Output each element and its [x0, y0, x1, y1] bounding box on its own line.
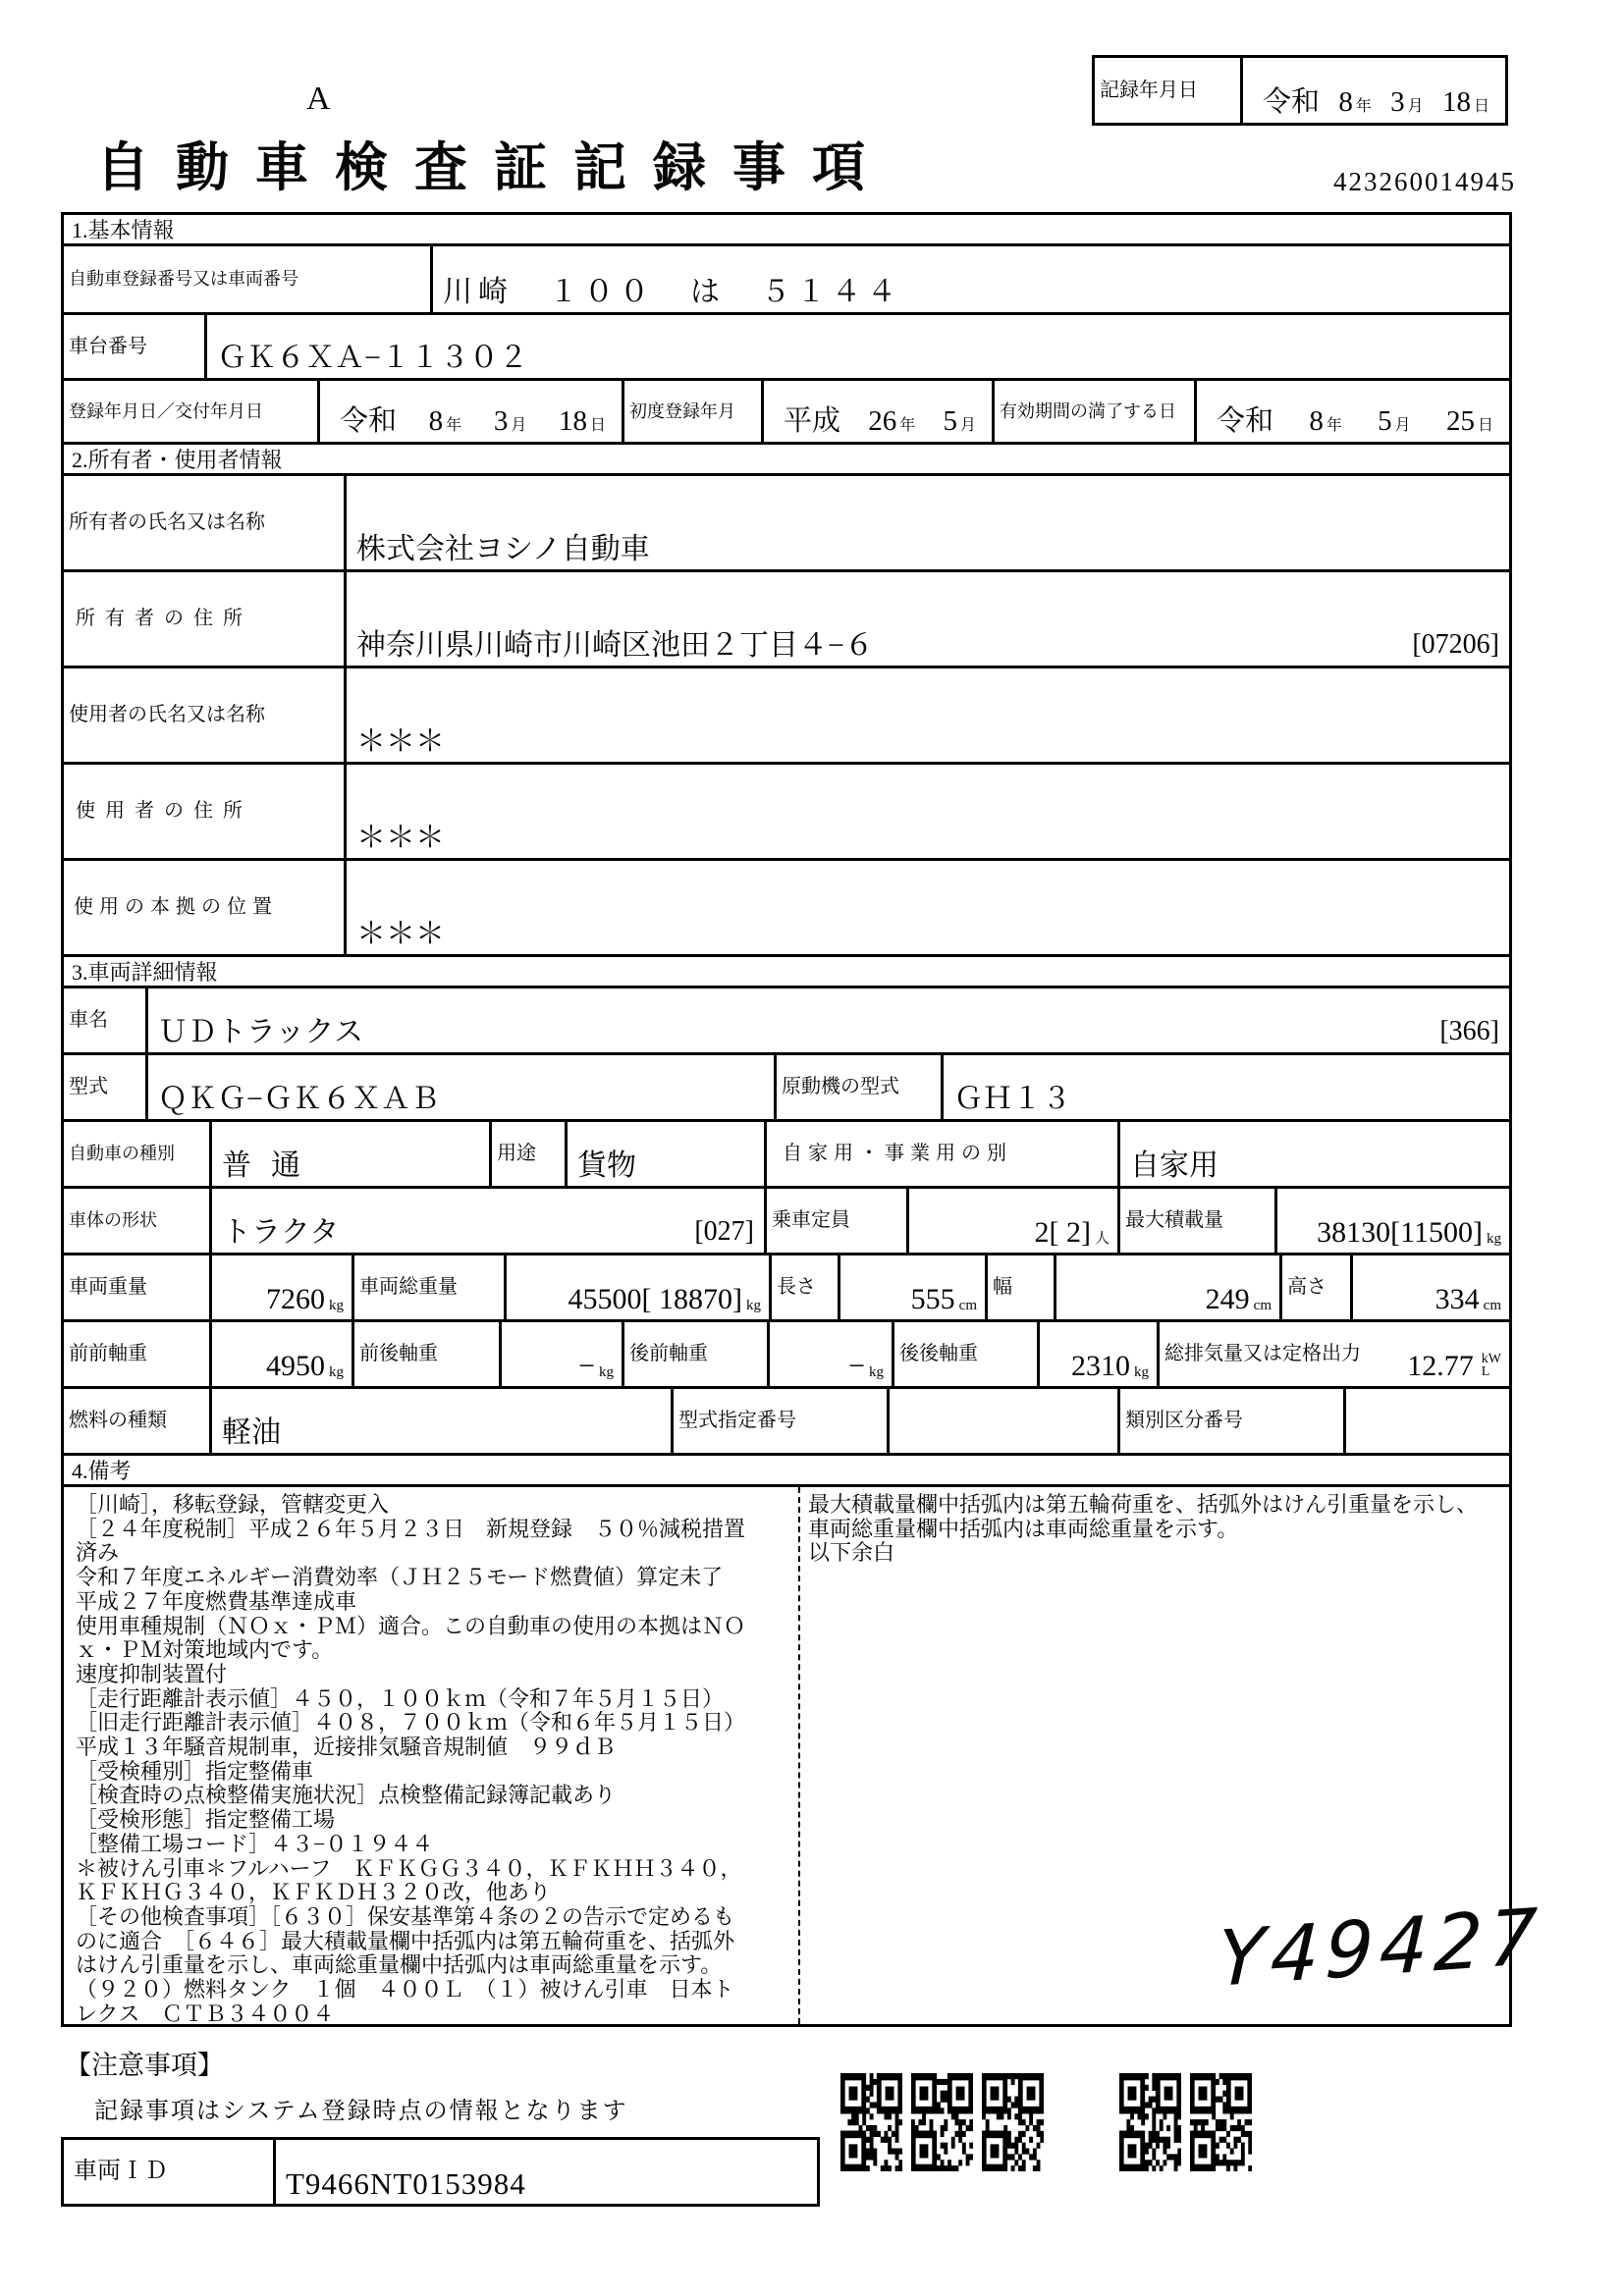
- gross-weight-label: 車両総重量: [359, 1276, 458, 1298]
- document-number: 423260014945: [1333, 167, 1516, 196]
- remarks-line: 以下余白: [808, 1540, 895, 1566]
- rear-front-axle-value: − kg: [848, 1350, 884, 1382]
- max-load-value: 38130[11500] kg: [1317, 1216, 1501, 1249]
- page-title: 自動車検査証記録事項: [96, 138, 892, 197]
- record-date-value: 令和 8 年 3 月 18 日: [1263, 86, 1489, 118]
- front-front-axle-value: 4950 kg: [266, 1350, 344, 1382]
- height-label: 高さ: [1287, 1276, 1326, 1298]
- section2-heading: 2.所有者・使用者情報: [61, 442, 1512, 476]
- remarks-line: ［川崎］，移転登録，管轄変更入: [76, 1492, 390, 1517]
- fuel-type-label: 燃料の種類: [69, 1410, 167, 1431]
- remarks-line: ［受検形態］指定整備工場: [76, 1807, 336, 1833]
- model-label: 型式: [69, 1076, 108, 1097]
- length-label: 長さ: [777, 1276, 816, 1298]
- front-rear-axle-value: − kg: [578, 1350, 614, 1382]
- private-business-label: 自家用・事業用の別: [783, 1143, 1012, 1164]
- vehicle-category-value: 普通: [222, 1149, 320, 1182]
- remarks-line: 使用車種規制（ＮＯｘ・ＰＭ）適合。この自動車の使用の本拠はＮＯ: [76, 1613, 746, 1638]
- remarks-line: ［その他検査事項］［６３０］保安基準第４条の２の告示で定めるも: [76, 1903, 735, 1929]
- vehicle-weight-value: 7260 kg: [266, 1283, 344, 1315]
- qr-code-group-1: [840, 2073, 1044, 2171]
- remarks-divider: [798, 1487, 800, 2024]
- vehicle-id-label: 車両ＩＤ: [74, 2158, 168, 2184]
- remarks-line: 最大積載量欄中括弧内は第五輪荷重を、括弧外はけん引重量を示し、: [808, 1492, 1479, 1517]
- registration-number-label: 自動車登録番号又は車両番号: [69, 269, 298, 290]
- registration-date-value: 令和 8 年 3 月 18 日: [340, 405, 606, 437]
- capacity-value: 2[ 2] 人: [1034, 1216, 1110, 1249]
- use-value: 貨物: [577, 1149, 636, 1182]
- remarks-right-column: [808, 1493, 1509, 1566]
- remarks-line: ［整備工場コード］４３−０１９４４: [76, 1831, 434, 1856]
- owner-address-value: 神奈川県川崎市川崎区池田２丁目４−６: [356, 629, 874, 662]
- remarks-line: ［検査時の点検整備実施状況］点検整備記録簿記載あり: [76, 1783, 617, 1808]
- notice-text: 記録事項はシステム登録時点の情報となります: [94, 2099, 628, 2124]
- remarks-line: レクス ＣＴＢ３４００４: [76, 2001, 335, 2026]
- car-name-code: [366]: [1439, 1016, 1499, 1046]
- expiry-date-value: 令和 8 年 5 月 25 日: [1217, 405, 1493, 437]
- length-value: 555 cm: [910, 1283, 977, 1315]
- height-value: 334 cm: [1435, 1283, 1501, 1315]
- remarks-line: 平成２７年度燃費基準達成車: [76, 1588, 357, 1614]
- type-designation-label: 型式指定番号: [678, 1410, 796, 1431]
- section3-heading: 3.車両詳細情報: [61, 954, 1512, 988]
- category-number-value: [1346, 1389, 1364, 1453]
- chassis-number-label: 車台番号: [69, 335, 147, 357]
- remarks-line: 済み: [76, 1540, 120, 1566]
- remarks-line: ＊被けん引車＊フルハーフ ＫＦＫＧＧ３４０，ＫＦＫＨＨ３４０，: [76, 1855, 742, 1881]
- first-registration-label: 初度登録年月: [629, 400, 735, 421]
- vehicle-weight-label: 車両重量: [69, 1276, 147, 1298]
- user-address-value: ＊＊＊: [356, 822, 445, 854]
- remarks-line: のに適合 ［６４６］最大積載量欄中括弧内は第五輪荷重を、括弧外: [76, 1928, 735, 1953]
- qr-code: [1190, 2073, 1252, 2171]
- remarks-line: はけん引重量を示し、車両総重量欄中括弧内は車両総重量を示す。: [76, 1952, 723, 1978]
- owner-address-code: [07206]: [1412, 629, 1499, 660]
- model-value: ＱＫＧ−ＧＫ６ＸＡＢ: [158, 1083, 440, 1115]
- max-load-label: 最大積載量: [1125, 1209, 1223, 1231]
- type-designation-value: [890, 1389, 907, 1453]
- remarks-line: 車両総重量欄中括弧内は車両総重量を示す。: [808, 1516, 1239, 1541]
- registration-date-label: 登録年月日／交付年月日: [69, 400, 263, 421]
- remarks-line: （９２０）燃料タンク １個 ４００Ｌ （１）被けん引車 日本ト: [76, 1977, 734, 2002]
- chassis-number-value: ＧＫ６ＸＡ−１１３０２: [217, 342, 528, 374]
- rear-front-axle-label: 後前軸重: [629, 1343, 708, 1364]
- owner-name-value: 株式会社ヨシノ自動車: [356, 533, 650, 565]
- handwritten-number: Y49427: [1216, 1893, 1544, 2004]
- vehicle-id-box: [61, 2137, 820, 2207]
- body-shape-code: [027]: [694, 1216, 754, 1247]
- kw-per-l-unit: kW L: [1481, 1352, 1501, 1379]
- owner-address-label: 所有者の住所: [76, 608, 252, 629]
- record-date-box: [1092, 55, 1508, 126]
- gross-weight-value: 45500[ 18870] kg: [568, 1283, 761, 1315]
- rear-rear-axle-label: 後後軸重: [899, 1343, 978, 1364]
- qr-code: [1119, 2073, 1181, 2171]
- qr-code: [840, 2073, 902, 2171]
- section1-heading: 1.基本情報: [61, 212, 1512, 246]
- remarks-line: 速度抑制装置付: [76, 1661, 228, 1686]
- remarks-line: ＫＦＫＨＧ３４０，ＫＦＫＤＨ３２０改，他あり: [76, 1880, 552, 1905]
- body-shape-label: 車体の形状: [69, 1210, 157, 1231]
- width-value: 249 cm: [1205, 1283, 1272, 1315]
- vehicle-id-value: T9466NT0153984: [286, 2166, 526, 2201]
- rear-rear-axle-value: 2310 kg: [1071, 1350, 1149, 1382]
- car-name-label: 車名: [69, 1009, 108, 1031]
- remarks-line: ［旧走行距離計表示値］４０８，７００ｋｍ（令和６年５月１５日）: [76, 1710, 746, 1735]
- front-front-axle-label: 前前軸重: [69, 1343, 147, 1364]
- qr-code-group-2: [1119, 2073, 1252, 2171]
- base-location-value: ＊＊＊: [356, 918, 445, 950]
- engine-model-label: 原動機の型式: [782, 1076, 899, 1097]
- remarks-line: 令和７年度エネルギー消費効率（ＪＨ２５モード燃費値）算定未了: [76, 1565, 724, 1590]
- vehicle-category-label: 自動車の種別: [69, 1144, 175, 1164]
- front-rear-axle-label: 前後軸重: [359, 1343, 438, 1364]
- remarks-line: ｘ・ＰＭ対策地域内です。: [76, 1637, 334, 1663]
- engine-model-value: ＧＨ１３: [953, 1083, 1071, 1115]
- qr-code: [982, 2073, 1044, 2171]
- remarks-line: ［２４年度税制］平成２６年５月２３日 新規登録 ５０％減税措置: [76, 1516, 746, 1541]
- user-name-value: ＊＊＊: [356, 725, 445, 758]
- private-business-value: 自家用: [1130, 1149, 1218, 1182]
- registration-number-value: 川崎 １００ は ５１４４: [443, 276, 902, 308]
- corner-mark: A: [306, 80, 331, 117]
- record-date-label: 記録年月日: [1100, 79, 1198, 101]
- owner-name-label: 所有者の氏名又は名称: [69, 511, 265, 533]
- displacement-value: 12.77 kW L: [1407, 1350, 1501, 1382]
- width-label: 幅: [993, 1276, 1012, 1298]
- remarks-left-column: [76, 1493, 792, 2026]
- base-location-label: 使用の本拠の位置: [74, 896, 278, 918]
- remarks-line: 平成１３年騒音規制車，近接排気騒音規制値 ９９ｄＢ: [76, 1735, 617, 1760]
- use-label: 用途: [497, 1143, 536, 1164]
- user-address-label: 使用者の住所: [76, 800, 252, 822]
- section4-heading: 4.備考: [61, 1453, 1512, 1487]
- car-name-value: ＵＤトラックス: [158, 1016, 364, 1048]
- expiry-date-label: 有効期間の満了する日: [1000, 400, 1176, 421]
- capacity-label: 乗車定員: [772, 1209, 850, 1231]
- body-shape-value: トラクタ: [222, 1216, 340, 1249]
- displacement-label: 総排気量又は定格出力: [1164, 1343, 1361, 1364]
- user-name-label: 使用者の氏名又は名称: [69, 704, 265, 725]
- first-registration-value: 平成 26 年 5 月: [784, 405, 976, 437]
- fuel-type-value: 軽油: [222, 1416, 281, 1449]
- remarks-line: ［走行距離計表示値］４５０，１００ｋｍ（令和７年５月１５日）: [76, 1685, 725, 1711]
- remarks-line: ［受検種別］指定整備車: [76, 1758, 314, 1784]
- category-number-label: 類別区分番号: [1125, 1410, 1243, 1431]
- notice-heading: 【注意事項】: [65, 2051, 224, 2080]
- qr-code: [911, 2073, 973, 2171]
